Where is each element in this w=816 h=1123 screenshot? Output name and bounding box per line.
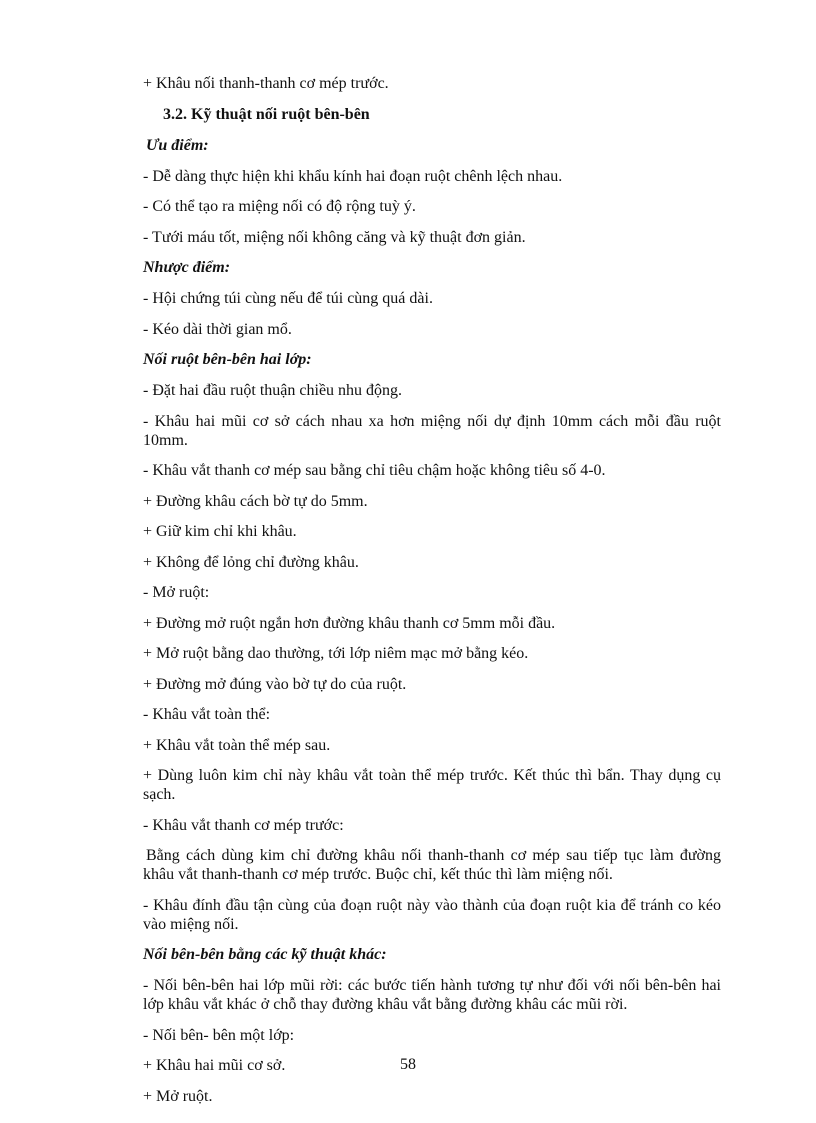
subheading-disadvantages: Nhược điểm:	[143, 259, 231, 276]
text-line: - Khâu vắt thanh cơ mép trước:	[143, 816, 344, 834]
text-line: + Đường khâu cách bờ tự do 5mm.	[143, 492, 368, 510]
paragraph: - Nối bên-bên hai lớp mũi rời: các bước tiến hành tương tự như đối với nối bên-bên hai lớp khâu vắt khác ở chỗ thay đường khâu vắt bằng đường khâu các mũi rời.	[143, 977, 721, 1013]
subheading-other-techniques: Nối bên-bên bằng các kỹ thuật khác:	[143, 946, 387, 963]
text-line: + Khâu vắt toàn thể mép sau.	[143, 736, 331, 754]
text-line: - Hội chứng túi cùng nếu để túi cùng quá dài.	[143, 290, 433, 307]
text-line: + Đường mở ruột ngắn hơn đường khâu thanh cơ 5mm mỗi đầu.	[143, 614, 556, 632]
page-body	[143, 74, 721, 1117]
paragraph: + Dùng luôn kim chỉ này khâu vắt toàn thể mép trước. Kết thúc thì bẩn. Thay dụng cụ sạch.	[143, 767, 721, 803]
text-line: + Khâu hai mũi cơ sở.	[143, 1057, 286, 1074]
page-number: 58	[400, 1056, 416, 1073]
paragraph: - Khâu hai mũi cơ sở cách nhau xa hơn miệng nối dự định 10mm cách mỗi đầu ruột 10mm.	[143, 412, 721, 449]
section-title: 3.2. Kỹ thuật nối ruột bên-bên	[163, 105, 370, 123]
text-line: - Khâu vắt thanh cơ mép sau bằng chỉ tiêu chậm hoặc không tiêu số 4-0.	[143, 462, 606, 479]
text-line: - Có thể tạo ra miệng nối có độ rộng tuỳ ý.	[143, 198, 416, 215]
text-line: + Khâu nối thanh-thanh cơ mép trước.	[143, 75, 389, 92]
paragraph: Bằng cách dùng kim chỉ đường khâu nối thanh-thanh cơ mép sau tiếp tục làm đường khâu vắt thanh-thanh cơ mép trước. Buộc chỉ, kết thúc thì làm miệng nối.	[143, 847, 721, 883]
text-line: - Tưới máu tốt, miệng nối không căng và kỹ thuật đơn giản.	[143, 228, 526, 246]
subheading-two-layer: Nối ruột bên-bên hai lớp:	[143, 351, 312, 368]
text-line: - Nối bên- bên một lớp:	[143, 1026, 295, 1044]
text-line: + Giữ kim chỉ khi khâu.	[143, 523, 297, 540]
text-line: + Mở ruột bằng dao thường, tới lớp niêm mạc mở bằng kéo.	[143, 645, 529, 662]
text-line: - Đặt hai đầu ruột thuận chiều nhu động.	[143, 382, 403, 399]
text-line: + Đường mở đúng vào bờ tự do của ruột.	[143, 675, 407, 693]
text-line: - Khâu vắt toàn thể:	[143, 706, 271, 723]
paragraph: - Khâu đính đầu tận cùng của đoạn ruột này vào thành của đoạn ruột kia để tránh co kéo vào miệng nối.	[143, 896, 721, 933]
text-line: - Mở ruột:	[143, 584, 210, 601]
subheading-advantages: Ưu điểm:	[146, 136, 209, 154]
text-line: + Không để lỏng chỉ đường khâu.	[143, 553, 359, 571]
text-line: - Kéo dài thời gian mổ.	[143, 320, 292, 338]
text-line: + Mở ruột.	[143, 1087, 213, 1105]
text-line: - Dễ dàng thực hiện khi khẩu kính hai đoạn ruột chênh lệch nhau.	[143, 167, 563, 185]
